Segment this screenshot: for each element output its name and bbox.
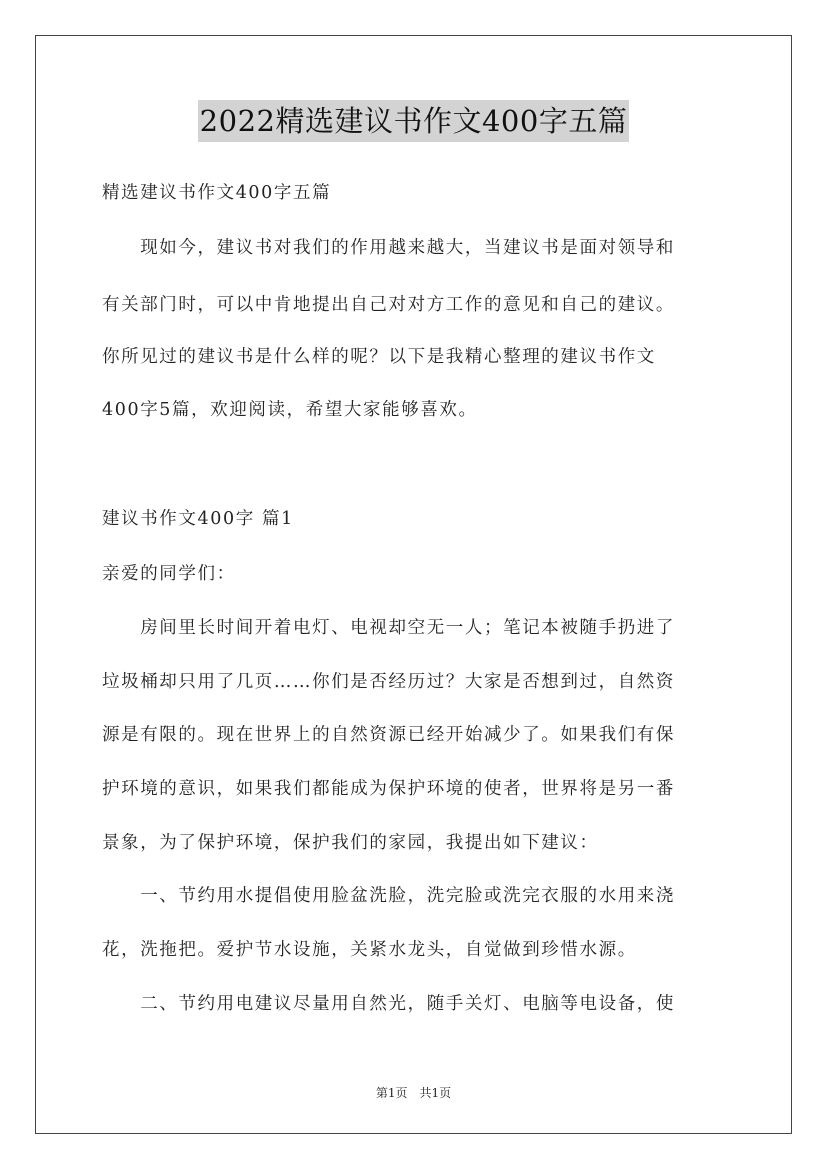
section-heading: 建议书作文400字 篇1 <box>102 509 294 529</box>
page-footer: 第1页 共1页 <box>375 1086 452 1100</box>
paragraph1-line-5: 景象，为了保护环境，保护我们的家园，我提出如下建议： <box>102 833 599 853</box>
document-subtitle: 精选建议书作文400字五篇 <box>102 183 332 203</box>
title-container <box>0 100 827 142</box>
intro-line-4: 400字5篇，欢迎阅读，希望大家能够喜欢。 <box>102 400 478 420</box>
intro-line-3: 你所见过的建议书是什么样的呢？以下是我精心整理的建议书作文 <box>102 347 656 367</box>
paragraph2-line-2: 花，洗拖把。爱护节水设施，关紧水龙头，自觉做到珍惜水源。 <box>102 940 637 960</box>
paragraph3-line-1: 二、节约用电建议尽量用自然光，随手关灯、电脑等电设备，使 <box>102 994 675 1014</box>
paragraph2-line-1: 一、节约用水提倡使用脸盆洗脸，洗完脸或洗完衣服的水用来浇 <box>102 886 675 906</box>
salutation: 亲爱的同学们： <box>102 564 236 584</box>
paragraph1-line-3: 源是有限的。现在世界上的自然资源已经开始减少了。如果我们有保 <box>102 725 675 745</box>
document-title: 2022精选建议书作文400字五篇 <box>198 100 630 142</box>
paragraph1-line-4: 护环境的意识，如果我们都能成为保护环境的使者，世界将是另一番 <box>102 779 675 799</box>
intro-line-2: 有关部门时，可以中肯地提出自己对对方工作的意见和自己的建议。 <box>102 295 675 315</box>
intro-line-1: 现如今，建议书对我们的作用越来越大，当建议书是面对领导和 <box>102 238 675 258</box>
paragraph1-line-1: 房间里长时间开着电灯、电视却空无一人；笔记本被随手扔进了 <box>102 618 675 638</box>
paragraph1-line-2: 垃圾桶却只用了几页……你们是否经历过？大家是否想到过，自然资 <box>102 672 675 692</box>
